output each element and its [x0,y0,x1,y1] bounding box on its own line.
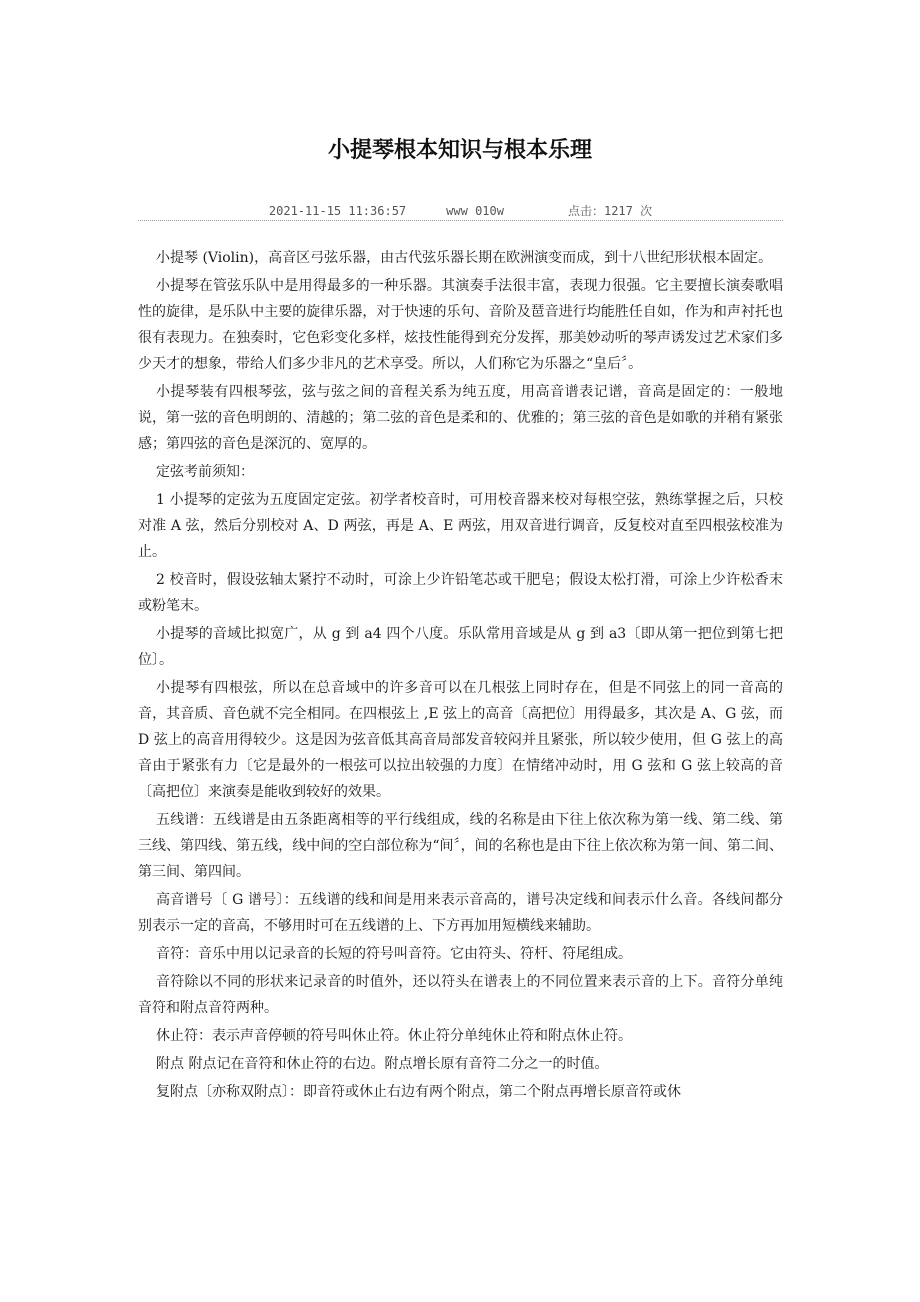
meta-divider [138,220,783,221]
paragraph: 1 小提琴的定弦为五度固定定弦。初学者校音时，可用校音器来校对每根空弦，熟练掌握之后，只校对准 A 弦，然后分别校对 A、D 两弦，再是 A、E 两弦，用双音进行调音，反复校对直至四根弦校准为止。 [138,492,783,560]
paragraph: 音符除以不同的形状来记录音的时值外，还以符头在谱表上的不同位置来表示音的上下。音符分单纯音符和附点音符两种。 [138,974,783,1016]
paragraph: 休止符：表示声音停顿的符号叫休止符。休止符分单纯休止符和附点休止符。 [156,1028,632,1044]
click-count: 点击：1217 次 [567,204,653,218]
article-body [138,245,783,1107]
paragraph: 定弦考前须知： [156,464,254,480]
paragraph: 五线谱：五线谱是由五条距离相等的平行线组成，线的名称是由下往上依次称为第一线、第二线、第三线、第四线、第五线，线中间的空白部位称为“间〞，间的名称也是由下往上依次称为第一间、第二间、第三间、第四间。 [138,812,783,880]
paragraph: 高音谱号〔 G 谱号〕：五线谱的线和间是用来表示音高的，谱号决定线和间表示什么音。各线间都分别表示一定的音高，不够用时可在五线谱的上、下方再加用短横线来辅助。 [138,892,783,934]
article-title: 小提琴根本知识与根本乐理 [327,138,592,163]
paragraph: 小提琴的音域比拟宽广，从 g 到 a4 四个八度。乐队常用音域是从 g 到 a3〔即从第一把位到第七把位〕。 [138,626,783,668]
paragraph: 小提琴 (Violin)，高音区弓弦乐器，由古代弦乐器长期在欧洲演变而成，到十八世纪形状根本固定。 [156,250,773,266]
paragraph: 附点 附点记在音符和休止符的右边。附点增长原有音符二分之一的时值。 [156,1056,609,1072]
paragraph: 复附点〔亦称双附点〕：即音符或休止右边有两个附点，第二个附点再增长原音符或休 [156,1084,681,1100]
publish-date: 2021-11-15 11:36:57 [268,204,407,218]
paragraph: 音符：音乐中用以记录音的长短的符号叫音符。它由符头、符杆、符尾组成。 [156,946,632,962]
paragraph: 小提琴在管弦乐队中是用得最多的一种乐器。其演奏手法很丰富，表现力很强。它主要擅长演奏歌唱性的旋律，是乐队中主要的旋律乐器，对于快速的乐句、音阶及琶音进行均能胜任自如，作为和声衬托也很有表现力。在独奏时，它色彩变化多样，炫技性能得到充分发挥，那美妙动听的琴声诱发过艺术家们多少天才的想象，带给人们多少非凡的艺术享受。所以，人们称它为乐器之“皇后〞。 [138,278,783,372]
paragraph: 2 校音时，假设弦轴太紧拧不动时，可涂上少许铅笔芯或干肥皂；假设太松打滑，可涂上少许松香末或粉笔末。 [138,572,783,614]
paragraph: 小提琴装有四根琴弦，弦与弦之间的音程关系为纯五度，用高音谱表记谱，音高是固定的：一般地说，第一弦的音色明朗的、清越的；第二弦的音色是柔和的、优雅的；第三弦的音色是如歌的并稍有紧张感；第四弦的音色是深沉的、宽厚的。 [138,384,783,452]
article-source: www 010w [446,204,504,218]
article-meta [138,202,783,219]
paragraph: 小提琴有四根弦，所以在总音域中的许多音可以在几根弦上同时存在，但是不同弦上的同一音高的音，其音质、音色就不完全相同。在四根弦上 ,E 弦上的高音〔高把位〕用得最多，其次是 A、G 弦，而 D 弦上的高音用得较少。这是因为弦音低其高音局部发音较闷并且紧张，所以较少使用，但 G 弦上的高音由于紧张有力〔它是最外的一根弦可以拉出较强的力度〕在情绪冲动时，用 G 弦和 G 弦上较高的音〔高把位〕来演奏是能收到较好的效果。 [138,680,783,800]
